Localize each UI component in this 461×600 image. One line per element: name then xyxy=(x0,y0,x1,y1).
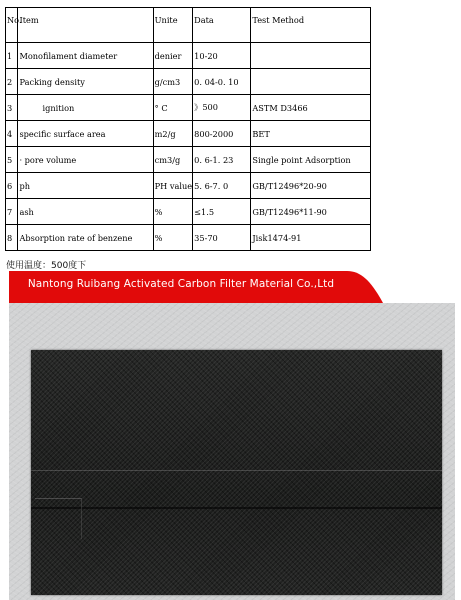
table-row xyxy=(6,95,371,121)
table-row xyxy=(6,43,371,69)
cell-data: 800-2000 xyxy=(193,121,251,147)
cell-test-method: Jisk1474-91 xyxy=(251,225,371,251)
cell-test-method xyxy=(251,43,371,69)
cell-item: specific surface area xyxy=(18,121,153,147)
header-test-method: Test Method xyxy=(251,8,371,43)
cell-unite: denier xyxy=(153,43,193,69)
cell-item: Packing density xyxy=(18,69,153,95)
cell-no: 3 xyxy=(6,95,18,121)
product-photo xyxy=(9,303,455,600)
table-row xyxy=(6,173,371,199)
cell-no: 8 xyxy=(6,225,18,251)
cell-item: ph xyxy=(18,173,153,199)
cell-unite: g/cm3 xyxy=(153,69,193,95)
company-banner xyxy=(9,271,455,303)
cell-data: 35-70 xyxy=(193,225,251,251)
cell-unite: % xyxy=(153,225,193,251)
usage-temperature-note: 使用温度：500度下 xyxy=(6,261,87,271)
table-header-row xyxy=(6,8,371,43)
cell-no: 4 xyxy=(6,121,18,147)
table-row xyxy=(6,199,371,225)
table-row xyxy=(6,69,371,95)
cell-item: · pore volume xyxy=(18,147,153,173)
spec-table xyxy=(5,7,371,251)
cell-unite: m2/g xyxy=(153,121,193,147)
cell-data: ≤1.5 xyxy=(193,199,251,225)
cell-unite: cm3/g xyxy=(153,147,193,173)
cell-unite: % xyxy=(153,199,193,225)
cell-no: 6 xyxy=(6,173,18,199)
cell-test-method: ASTM D3466 xyxy=(251,95,371,121)
cell-test-method: BET xyxy=(251,121,371,147)
cell-item: ash xyxy=(18,199,153,225)
cell-item: Absorption rate of benzene xyxy=(18,225,153,251)
cell-test-method xyxy=(251,69,371,95)
company-name: Nantong Ruibang Activated Carbon Filter Material Co.,Ltd xyxy=(27,278,335,290)
cell-no: 7 xyxy=(6,199,18,225)
cell-item: ignition xyxy=(18,95,153,121)
fabric-crease xyxy=(31,470,442,471)
cell-unite: ° C xyxy=(153,95,193,121)
cell-unite: PH value xyxy=(153,173,193,199)
cell-data: 5. 6-7. 0 xyxy=(193,173,251,199)
cell-data: 0. 6-1. 23 xyxy=(193,147,251,173)
cell-no: 2 xyxy=(6,69,18,95)
cell-no: 1 xyxy=(6,43,18,69)
table-row xyxy=(6,121,371,147)
cell-test-method: GB/T12496*11-90 xyxy=(251,199,371,225)
cell-test-method: GB/T12496*20-90 xyxy=(251,173,371,199)
cell-data: 》500 xyxy=(193,95,251,121)
header-item: Item xyxy=(18,8,153,43)
activated-carbon-fabric xyxy=(31,350,442,595)
cell-item: Monofilament diameter xyxy=(18,43,153,69)
table-row xyxy=(6,147,371,173)
fabric-fold xyxy=(35,498,82,539)
cell-no: 5 xyxy=(6,147,18,173)
cell-test-method: Single point Adsorption xyxy=(251,147,371,173)
header-no: No. xyxy=(6,8,18,43)
header-data: Data xyxy=(193,8,251,43)
cell-data: 0. 04-0. 10 xyxy=(193,69,251,95)
header-unite: Unite xyxy=(153,8,193,43)
fabric-seam xyxy=(31,507,442,509)
table-row xyxy=(6,225,371,251)
cell-data: 10-20 xyxy=(193,43,251,69)
